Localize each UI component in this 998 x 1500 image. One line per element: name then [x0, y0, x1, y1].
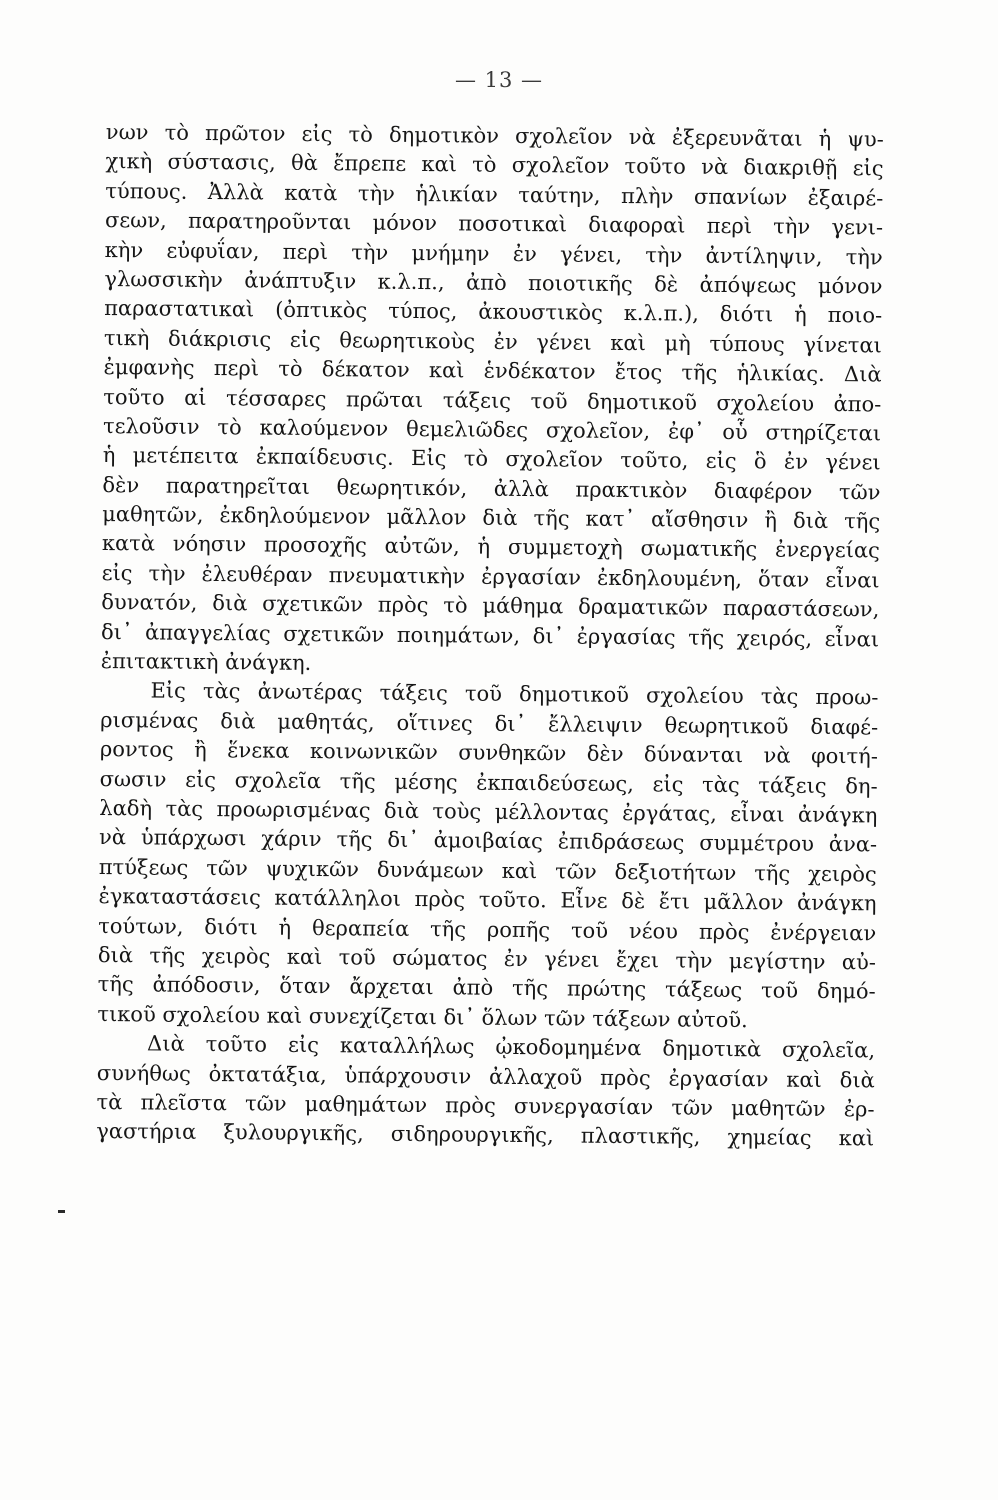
- text-line: διὰ τῆς χειρὸς καὶ τοῦ σώματος ἐν γένει ἔχει τὴν μεγίστην αὐ-: [97, 942, 877, 975]
- text-line: συνήθως ὀκτατάξια, ὑπάρχουσιν ἀλλαχοῦ πρὸς ἐργασίαν καὶ διὰ: [96, 1060, 875, 1092]
- text-line: δυνατόν, διὰ σχετικῶν πρὸς τὸ μάθημα δραματικῶν παραστάσεων,: [101, 590, 880, 622]
- text-line: ἐγκαταστάσεις κατάλληλοι πρὸς τοῦτο. Εἶνε δὲ ἔτι μᾶλλον ἀνάγκη: [98, 884, 877, 916]
- text-line: Διὰ τοῦτο εἰς καταλλήλως ᾠκοδομημένα δημοτικὰ σχολεῖα,: [147, 1031, 876, 1063]
- text-line: ἡ μετέπειτα ἐκπαίδευσις. Εἰς τὸ σχολεῖον τοῦτο, εἰς ὃ ἐν γένει: [102, 443, 881, 475]
- text-line: εἰς τὴν ἐλευθέραν πνευματικὴν ἐργασίαν ἐκδηλουμένη, ὅταν εἶναι: [101, 560, 880, 593]
- text-line: νων τὸ πρῶτον εἰς τὸ δημοτικὸν σχολεῖον νὰ ἐξερευνᾶται ἡ ψυ-: [105, 119, 884, 152]
- text-line: τὰ πλεῖστα τῶν μαθημάτων πρὸς συνεργασίαν τῶν μαθητῶν ἐρ-: [96, 1089, 875, 1122]
- text-line: τοῦτο αἱ τέσσαρες πρῶται τάξεις τοῦ δημοτικοῦ σχολείου ἀπο-: [103, 384, 882, 416]
- text-line: τελοῦσιν τὸ καλούμενον θεμελιῶδες σχολεῖον, ἐφ᾽ οὗ στηρίζεται: [102, 413, 882, 446]
- text-line: νὰ ὑπάρχωσι χάριν τῆς δι᾽ ἀμοιβαίας ἐπιδράσεως συμμέτρου ἀνα-: [98, 825, 878, 857]
- body-text: [96, 118, 884, 1154]
- text-line: λαδὴ τὰς προωρισμένας διὰ τοὺς μέλλοντας ἐργάτας, εἶναι ἀνάγκη: [99, 795, 878, 828]
- text-line: σεων, παρατηροῦνται μόνον ποσοτικαὶ διαφοραὶ περὶ τὴν γενι-: [104, 208, 884, 240]
- text-line: γαστήρια ξυλουργικῆς, σιδηρουργικῆς, πλαστικῆς, χημείας καὶ: [96, 1119, 875, 1151]
- text-line: τούτων, διότι ἡ θεραπεία τῆς ροπῆς τοῦ νέου πρὸς ἐνέργειαν: [98, 913, 877, 945]
- text-line: τῆς ἀπόδοσιν, ὅταν ἄρχεται ἀπὸ τῆς πρώτης τάξεως τοῦ δημό-: [97, 972, 876, 1004]
- text-line: τικοῦ σχολείου καὶ συνεχίζεται δι᾽ ὅλων τῶν τάξεων αὐτοῦ.: [97, 1001, 748, 1032]
- text-line: παραστατικαὶ (ὀπτικὸς τύπος, ἀκουστικὸς κ.λ.π.), διότι ἡ ποιο-: [104, 296, 883, 328]
- text-line: ἐπιτακτικὴ ἀνάγκη.: [100, 649, 312, 676]
- text-line: ροντος ἢ ἕνεκα κοινωνικῶν συνθηκῶν δὲν δύνανται νὰ φοιτή-: [99, 737, 879, 769]
- text-line: ρισμένας διὰ μαθητάς, οἵτινες δι᾽ ἔλλειψιν θεωρητικοῦ διαφέ-: [100, 707, 879, 740]
- text-line: τικὴ διάκρισις εἰς θεωρητικοὺς ἐν γένει καὶ μὴ τύπους γίνεται: [103, 325, 882, 358]
- text-line: ἐμφανὴς περὶ τὸ δέκατον καὶ ἑνδέκατον ἔτος τῆς ἡλικίας. Διὰ: [103, 355, 882, 387]
- text-line: δὲν παρατηρεῖται θεωρητικόν, ἀλλὰ πρακτικὸν διαφέρον τῶν: [102, 472, 881, 505]
- page-number: — 13 —: [454, 68, 544, 92]
- text-line: πτύξεως τῶν ψυχικῶν δυνάμεων καὶ τῶν δεξιοτήτων τῆς χειρὸς: [98, 854, 877, 887]
- text-line: δι᾽ ἀπαγγελίας σχετικῶν ποιημάτων, δι᾽ ἐργασίας τῆς χειρός, εἶναι: [100, 619, 880, 652]
- margin-dash-mark: [58, 1210, 65, 1213]
- text-line: κὴν εὐφυΐαν, περὶ τὴν μνήμην ἐν γένει, τὴν ἀντίληψιν, τὴν: [104, 237, 883, 270]
- text-line: κατὰ νόησιν προσοχῆς αὐτῶν, ἡ συμμετοχὴ σωματικῆς ἐνεργείας: [101, 531, 880, 563]
- text-line: μαθητῶν, ἐκδηλούμενον μᾶλλον διὰ τῆς κατ᾽ αἴσθησιν ἢ διὰ τῆς: [102, 502, 881, 534]
- text-line: γλωσσικὴν ἀνάπτυξιν κ.λ.π., ἀπὸ ποιοτικῆς δὲ ἀπόψεως μόνον: [104, 266, 883, 299]
- text-line: τύπους. Ἀλλὰ κατὰ τὴν ἡλικίαν ταύτην, πλὴν σπανίων ἐξαιρέ-: [105, 178, 884, 211]
- text-line: Εἰς τὰς ἀνωτέρας τάξεις τοῦ δημοτικοῦ σχολείου τὰς προω-: [150, 678, 879, 710]
- text-line: χικὴ σύστασις, θὰ ἔπρεπε καὶ τὸ σχολεῖον τοῦτο νὰ διακριθῇ εἰς: [105, 149, 884, 181]
- text-line: σωσιν εἰς σχολεῖα τῆς μέσης ἐκπαιδεύσεως, εἰς τὰς τάξεις δη-: [99, 766, 878, 799]
